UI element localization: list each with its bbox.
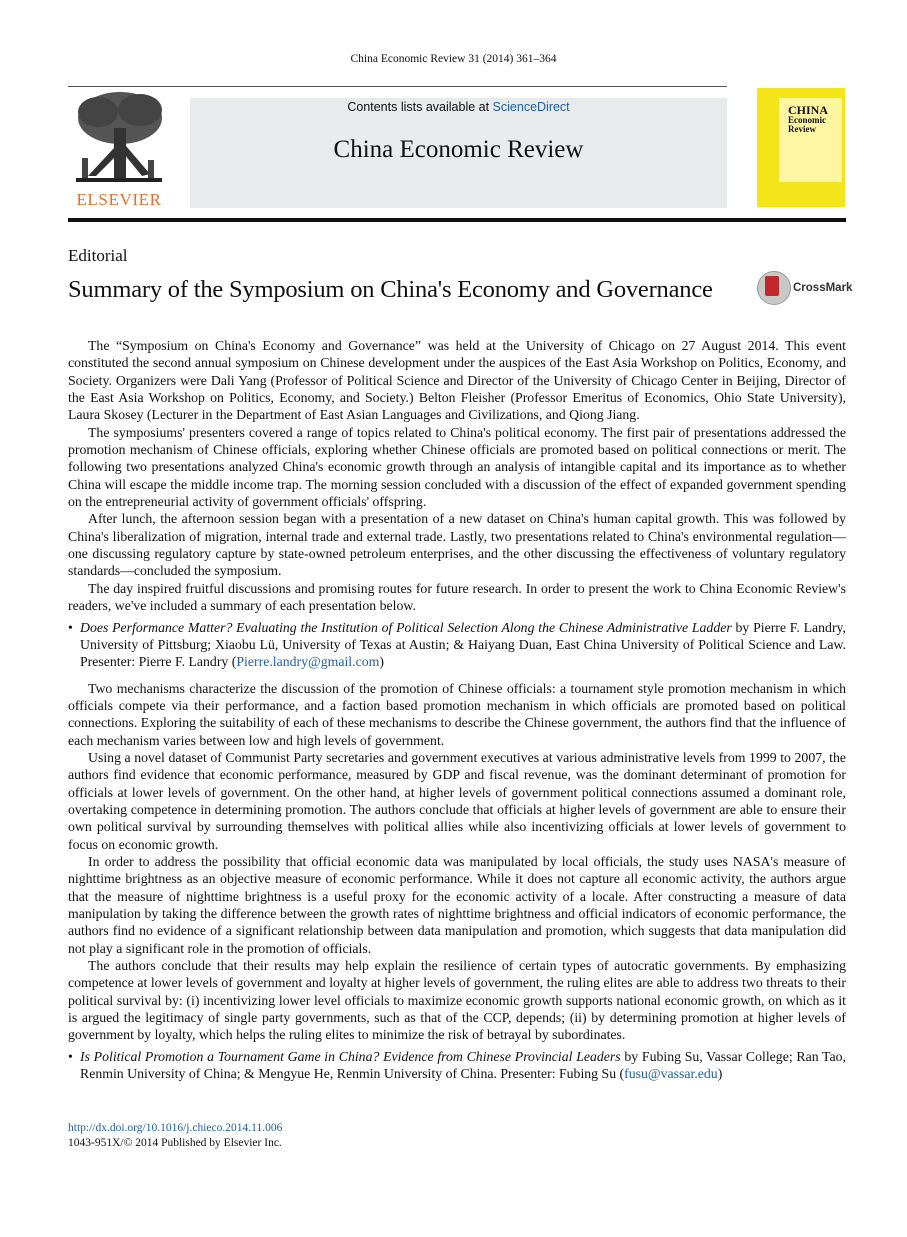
contents-prefix: Contents lists available at [347,100,493,114]
spacer [68,671,846,680]
article-title: Summary of the Symposium on China's Economy and Governance [68,276,713,303]
journal-cover[interactable] [757,88,845,207]
header-divider [68,86,727,87]
cover-title-line3: Review [788,124,816,134]
journal-name: China Economic Review [333,136,584,163]
paragraph: The symposiums' presenters covered a range of topics related to China's political economy. The first pair of presentations addressed the promotion mechanism of Chinese officials, exploring whether Chinese officials are promoted based on political connections or merit. The following two presentations analyzed China's economic growth through an analysis of intangible capital and its importance as to whether China will escape the middle income trap. The morning session concluded with a discussion of the effect of expanded government spending on the entrepreneurial activity of government officials' offspring. [68,424,846,510]
title-divider [68,218,846,222]
presentation-title: Does Performance Matter? Evaluating the Institution of Political Selection Along the Chinese Administrative Ladder [80,619,732,635]
presentation-title: Is Political Promotion a Tournament Game in China? Evidence from Chinese Provincial Leaders [80,1048,621,1064]
issn-copyright: 1043-951X/© 2014 Published by Elsevier Inc. [68,1137,282,1149]
contents-availability [190,100,727,114]
paren-close: ) [379,654,384,670]
cover-title-line1: CHINA [788,103,829,117]
elsevier-wordmark: ELSEVIER [76,190,162,209]
presentation-authors: by Pierre F. Landry, University of Pittsburg; Xiaobu Lü, University of Texas at Austin; & Haiyang Duan, East China University of Political Science and Law. Presenter: Pierre F. Landry ( [80,619,846,670]
tree-icon [68,88,170,188]
paragraph: After lunch, the afternoon session began with a presentation of a new dataset on China's human capital growth. This was followed by China's liberalization of migration, internal trade and external trade. Lastly, two presentations related to China's environmental regulation—one discussing regulatory capture by state-owned petroleum enterprises, and the other discussing the effectiveness of voluntary regulatory standards—concluded the symposium. [68,511,846,579]
presentation-item [68,1048,846,1083]
crossmark-label: CrossMark [793,282,853,294]
presenter-email-link[interactable]: Pierre.landry@gmail.com [236,654,380,670]
cover-title-lines [788,116,826,134]
paren-close: ) [717,1066,723,1082]
journal-citation: China Economic Review 31 (2014) 361–364 [350,53,557,65]
paragraph: In order to address the possibility that official economic data was manipulated by local officials, the study uses NASA's measure of nighttime brightness as an objective measure of economic performance. While it does not capture all economic activity, the authors argue that the measure of nighttime brightness is a useful proxy for the economic activity of a locale. After constructing a measure of data manipulation by taking the difference between the growth rates of nighttime brightness and official indicators of economic performance, the authors find no evidence of a significant relationship between data manipulation and promotion, which suggests that data manipulation did not play a significant role in the promotion of officials. [68,853,846,956]
paragraph: The authors conclude that their results may help explain the resilience of certain types of autocratic governments. By emphasizing competence at lower levels of government and loyalty at higher levels of government, the ruling elites are able to address two threats to their political survival by: (i) incentivizing lower level officials to maximize economic growth supports national economic growth, on which as it is argued the legitimacy of single party governments, such as that of the CCP, depends; (ii) by determining promotion at higher levels of government by loyalty, which helps the ruling elites to minimize the risk of betrayal by subordinates. [68,958,846,1043]
doi-link[interactable]: http://dx.doi.org/10.1016/j.chieco.2014.11.006 [68,1122,283,1134]
bookmark-icon [765,276,779,296]
paragraph: Using a novel dataset of Communist Party secretaries and government executives at various administrative levels from 1999 to 2007, the authors find evidence that economic performance, measured by GDP and fiscal revenue, was the dominant determinant of promotion for officials at lower levels of government. On the other hand, at higher levels of government political connections assumed a dominant role, overtaking competence in determining promotion. The authors conclude that officials at higher levels of government are able to ensure their own political survival by surrounding themselves with political allies while also incentivizing officials at lower levels of government to focus on economic growth. [68,749,846,852]
presenter-email-link[interactable]: fusu@vassar.edu [624,1066,718,1082]
sciencedirect-link[interactable]: ScienceDirect [492,100,570,114]
presentation-item [68,619,846,671]
cover-title-line2: Economic [788,115,826,125]
paragraph: The “Symposium on China's Economy and Governance” was held at the University of Chicago on 27 August 2014. This event constituted the second annual symposium on Chinese development under the auspices of the East Asia Workshop on Politics, Economy, and Society. Organizers were Dali Yang (Professor of Political Science and Director of the University of Chicago Center in Beijing, Director of the East Asia Workshop on Politics, Economy, and Society.) Belton Fleisher (Professor Emeritus of Economics, Ohio State University), Laura Skosey (Lecturer in the Department of East Asian Languages and Civilizations, and Qiong Jiang. [68,338,846,423]
presentation-authors: by Fubing Su, Vassar College; Ran Tao, Renmin University of China; & Mengyue He, Renmin University of China. Presenter: Fubing Su ( [80,1048,846,1082]
paragraph: Two mechanisms characterize the discussion of the promotion of Chinese officials: a tournament style promotion mechanism in which officials compete via their performance, and a faction based promotion mechanism in which officials are promoted based on political connections. Exploring the suitability of each of these mechanisms to describe the Chinese government, the authors find that the influence of each mechanism varies between low and high levels of government. [68,680,846,748]
paragraph: The day inspired fruitful discussions and promising routes for future research. In order to present the work to China Economic Review's readers, we've included a summary of each presentation below. [68,580,846,614]
article-section: Editorial [68,246,128,265]
article-body [68,337,846,1082]
